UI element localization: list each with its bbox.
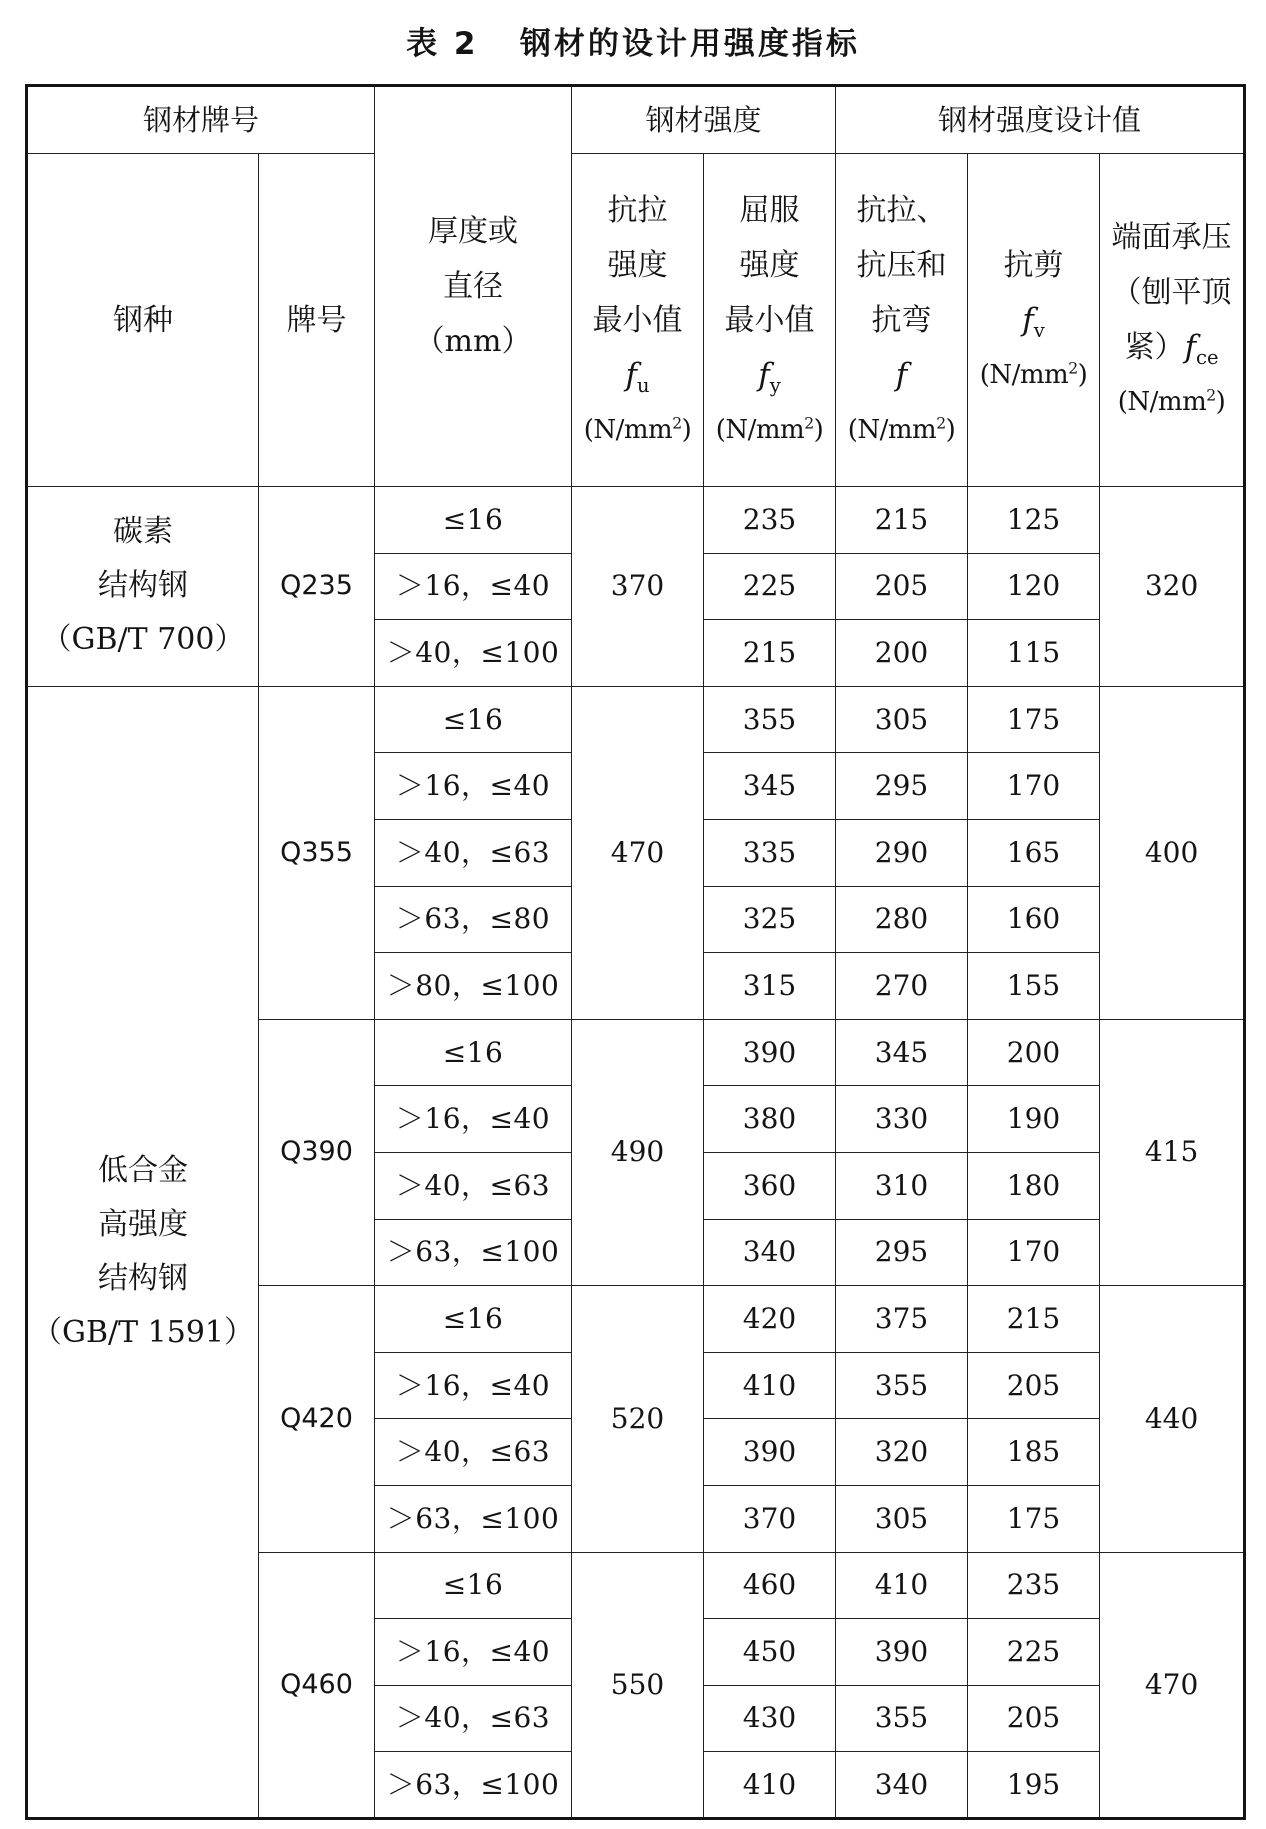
fu-cell: 550 [572,1552,704,1818]
fy-cell: 390 [704,1019,836,1086]
thickness-cell: ＞40，≤63 [375,1152,572,1219]
f-cell: 295 [836,753,968,820]
table-body [27,487,1245,1819]
fce-cell: 400 [1100,686,1245,1019]
fy-cell: 430 [704,1685,836,1752]
thickness-cell: ＞16，≤40 [375,1352,572,1419]
fv-cell: 190 [968,1086,1100,1153]
fy-cell: 215 [704,620,836,687]
table-row [27,487,1245,554]
fu-cell: 470 [572,686,704,1019]
fv-cell: 175 [968,686,1100,753]
f-cell: 205 [836,553,968,620]
fy-cell: 340 [704,1219,836,1286]
thickness-cell: ＞63，≤100 [375,1485,572,1552]
thickness-cell: ＞40，≤100 [375,620,572,687]
fu-cell: 520 [572,1286,704,1552]
steel-type-line: （GB/T 1591） [31,1314,254,1350]
fv-cell: 205 [968,1685,1100,1752]
f-cell: 280 [836,886,968,953]
fv-cell: 185 [968,1419,1100,1486]
steel-type-cell [27,686,259,1818]
f-cell: 200 [836,620,968,687]
f-cell: 410 [836,1552,968,1619]
fy-cell: 380 [704,1086,836,1153]
f-cell: 305 [836,686,968,753]
header-grade: 牌号 [259,154,375,487]
steel-type-line: （GB/T 700） [41,622,245,658]
grade-cell: Q390 [259,1019,375,1285]
thickness-cell: ≤16 [375,686,572,753]
fv-cell: 205 [968,1352,1100,1419]
thickness-cell: ＞40，≤63 [375,819,572,886]
fy-cell: 335 [704,819,836,886]
fv-cell: 165 [968,819,1100,886]
steel-type-line: 结构钢 [98,568,188,604]
fu-cell: 370 [572,487,704,687]
thickness-cell: ＞16，≤40 [375,1086,572,1153]
thickness-cell: ＞63，≤100 [375,1219,572,1286]
fy-cell: 410 [704,1752,836,1819]
f-cell: 320 [836,1419,968,1486]
fy-cell: 315 [704,953,836,1020]
fy-cell: 360 [704,1152,836,1219]
fv-cell: 125 [968,487,1100,554]
grade-cell: Q420 [259,1286,375,1552]
thickness-cell: ＞16，≤40 [375,753,572,820]
fv-cell: 215 [968,1286,1100,1353]
fv-cell: 170 [968,1219,1100,1286]
fy-cell: 355 [704,686,836,753]
thickness-cell: ≤16 [375,1286,572,1353]
fy-cell: 345 [704,753,836,820]
f-cell: 270 [836,953,968,1020]
header-thickness: 厚度或 直径 （mm） [375,86,572,487]
steel-type-cell [27,487,259,687]
fce-cell: 470 [1100,1552,1245,1818]
steel-type-line: 高强度 [98,1206,188,1242]
table-row [27,686,1245,753]
f-cell: 290 [836,819,968,886]
fy-cell: 390 [704,1419,836,1486]
fy-cell: 460 [704,1552,836,1619]
steel-type-line: 碳素 [113,514,173,550]
fy-cell: 450 [704,1619,836,1686]
steel-strength-table [25,84,1246,1820]
thickness-cell: ≤16 [375,1552,572,1619]
fy-cell: 370 [704,1485,836,1552]
f-cell: 355 [836,1352,968,1419]
thickness-cell: ＞80，≤100 [375,953,572,1020]
fu-cell: 490 [572,1019,704,1285]
thickness-cell: ≤16 [375,487,572,554]
thickness-cell: ＞16，≤40 [375,1619,572,1686]
header-fy: 屈服 强度 最小值 $f_y$ $(N/mm^2)$ [704,154,836,487]
fy-cell: 410 [704,1352,836,1419]
fce-cell: 320 [1100,487,1245,687]
fce-cell: 440 [1100,1286,1245,1552]
header-strength-group: 钢材强度 [572,86,836,154]
f-cell: 310 [836,1152,968,1219]
header-f: 抗拉、 抗压和 抗弯 f $(N/mm^2)$ [836,154,968,487]
header-design-group: 钢材强度设计值 [836,86,1245,154]
fce-cell: 415 [1100,1019,1245,1285]
f-cell: 390 [836,1619,968,1686]
thickness-cell: ＞63，≤80 [375,886,572,953]
thickness-cell: ＞16，≤40 [375,553,572,620]
fv-cell: 160 [968,886,1100,953]
fy-cell: 225 [704,553,836,620]
fv-cell: 120 [968,553,1100,620]
thickness-cell: ＞40，≤63 [375,1419,572,1486]
fv-cell: 155 [968,953,1100,1020]
fv-cell: 235 [968,1552,1100,1619]
f-cell: 375 [836,1286,968,1353]
thickness-cell: ≤16 [375,1019,572,1086]
fy-cell: 420 [704,1286,836,1353]
steel-type-line: 低合金 [98,1152,188,1188]
f-cell: 305 [836,1485,968,1552]
thickness-cell: ＞63，≤100 [375,1752,572,1819]
grade-cell: Q460 [259,1552,375,1818]
f-cell: 215 [836,487,968,554]
f-cell: 345 [836,1019,968,1086]
f-cell: 295 [836,1219,968,1286]
header-fv: 抗剪 $f_v$ $(N/mm^2)$ [968,154,1100,487]
fy-cell: 325 [704,886,836,953]
fy-cell: 235 [704,487,836,554]
table-title: 表 2 钢材的设计用强度指标 [406,26,860,62]
header-fu: 抗拉 强度 最小值 $f_u$ $(N/mm^2)$ [572,154,704,487]
thickness-cell: ＞40，≤63 [375,1685,572,1752]
fv-cell: 175 [968,1485,1100,1552]
fv-cell: 225 [968,1619,1100,1686]
fv-cell: 170 [968,753,1100,820]
fv-cell: 195 [968,1752,1100,1819]
header-steel-type: 钢种 [27,154,259,487]
header-grade-group: 钢材牌号 [27,86,375,154]
grade-cell: Q355 [259,686,375,1019]
grade-cell: Q235 [259,487,375,687]
fv-cell: 200 [968,1019,1100,1086]
f-cell: 340 [836,1752,968,1819]
header-fce: 端面承压 （刨平顶 紧）$f_{ce}$ $(N/mm^2)$ [1100,154,1245,487]
f-cell: 355 [836,1685,968,1752]
steel-type-line: 结构钢 [98,1260,188,1296]
fv-cell: 180 [968,1152,1100,1219]
fv-cell: 115 [968,620,1100,687]
f-cell: 330 [836,1086,968,1153]
